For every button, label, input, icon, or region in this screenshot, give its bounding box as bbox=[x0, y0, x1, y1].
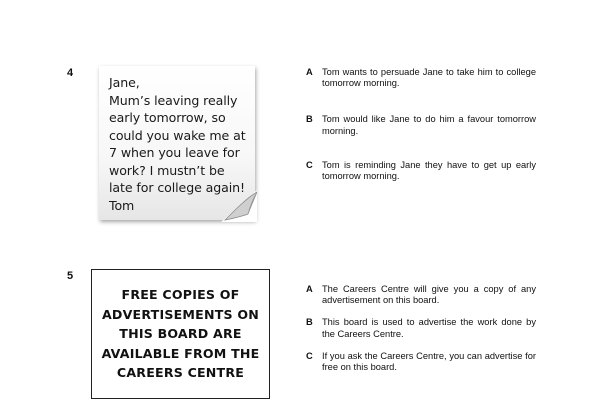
option-a[interactable] bbox=[306, 284, 536, 306]
note-message: Jane, Mum’s leaving really early tomorrow, so could you wake me at 7 when you leave for work? I mustn’t be late for college again! Tom bbox=[109, 75, 246, 213]
option-c[interactable] bbox=[306, 160, 536, 182]
question-number-5: 5 bbox=[67, 270, 74, 282]
option-a[interactable] bbox=[306, 67, 536, 89]
page-curl-icon bbox=[221, 190, 257, 222]
option-text: Tom would like Jane to do him a favour tomorrow morning. bbox=[322, 114, 536, 136]
option-letter: A bbox=[306, 67, 313, 77]
option-c[interactable] bbox=[306, 351, 536, 373]
question-number-4: 4 bbox=[67, 67, 74, 79]
option-text: If you ask the Careers Centre, you can advertise for free on this board. bbox=[322, 350, 536, 373]
board-notice-text: FREE COPIES OF ADVERTISEMENTS ON THIS BOARD ARE AVAILABLE FROM THE CAREERS CENTRE bbox=[101, 287, 260, 381]
question-4-options bbox=[306, 67, 536, 182]
option-letter: C bbox=[306, 350, 313, 361]
sticky-note bbox=[99, 66, 255, 220]
notice-board bbox=[91, 269, 270, 399]
option-text: The Careers Centre will give you a copy of any advertisement on this board. bbox=[322, 284, 536, 306]
option-b[interactable] bbox=[306, 317, 536, 339]
option-letter: A bbox=[306, 284, 313, 294]
option-letter: B bbox=[306, 114, 313, 125]
option-text: This board is used to advertise the work done by the Careers Centre. bbox=[322, 317, 536, 339]
question-5-options bbox=[306, 284, 536, 373]
option-text: Tom is reminding Jane they have to get up early tomorrow morning. bbox=[322, 159, 536, 182]
option-text: Tom wants to persuade Jane to take him to college tomorrow morning. bbox=[322, 67, 536, 89]
option-letter: B bbox=[306, 317, 313, 328]
option-b[interactable] bbox=[306, 114, 536, 136]
option-letter: C bbox=[306, 159, 313, 170]
